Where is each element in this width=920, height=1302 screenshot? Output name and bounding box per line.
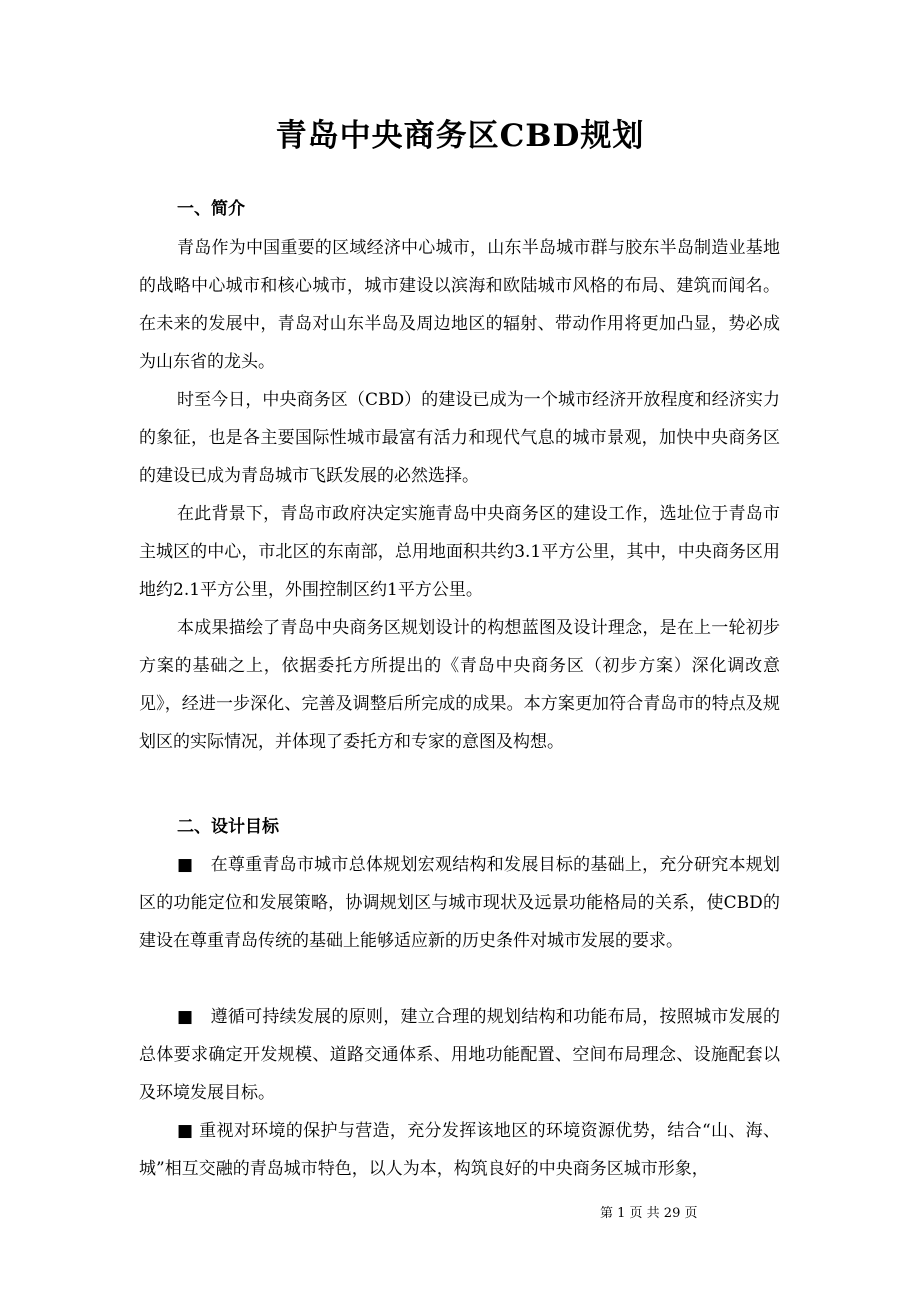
page-number-footer: 第 1 页 共 29 页 xyxy=(600,1206,698,1221)
goals-paragraph-2: ■ 遵循可持续发展的原则，建立合理的规划结构和功能布局，按照城市发展的总体要求确定开发规模、道路交通体系、用地功能配置、空间布局理念、设施配套以及环境发展目标。 xyxy=(139,1007,780,1103)
page-title: 青岛中央商务区CBD规划 xyxy=(275,118,645,154)
intro-paragraph-3: 在此背景下，青岛市政府决定实施青岛中央商务区的建设工作，选址位于青岛市主城区的中心，市北区的东南部，总用地面积共约3.1平方公里，其中，中央商务区用地约2.1平方公里，外围控制区约1平方公里。 xyxy=(139,504,780,600)
intro-paragraph-2: 时至今日，中央商务区（CBD）的建设已成为一个城市经济开放程度和经济实力的象征，也是各主要国际性城市最富有活力和现代气息的城市景观，加快中央商务区的建设已成为青岛城市飞跃发展的必然选择。 xyxy=(139,390,780,486)
goals-paragraph-1: ■ 在尊重青岛市城市总体规划宏观结构和发展目标的基础上，充分研究本规划区的功能定位和发展策略，协调规划区与城市现状及远景功能格局的关系，使CBD的建设在尊重青岛传统的基础上能够适应新的历史条件对城市发展的要求。 xyxy=(139,855,780,951)
goals-paragraph-3: ■ 重视对环境的保护与营造，充分发挥该地区的环境资源优势，结合“山、海、城”相互交融的青岛城市特色，以人为本，构筑良好的中央商务区城市形象， xyxy=(139,1121,780,1179)
section-heading-goals: 二、设计目标 xyxy=(177,817,279,837)
intro-paragraph-4: 本成果描绘了青岛中央商务区规划设计的构想蓝图及设计理念，是在上一轮初步方案的基础之上，依据委托方所提出的《青岛中央商务区（初步方案）深化调改意见》，经进一步深化、完善及调整后所完成的成果。本方案更加符合青岛市的特点及规划区的实际情况，并体现了委托方和专家的意图及构想。 xyxy=(139,618,780,752)
section-heading-intro: 一、简介 xyxy=(177,199,245,219)
intro-paragraph-1: 青岛作为中国重要的区域经济中心城市，山东半岛城市群与胶东半岛制造业基地的战略中心城市和核心城市，城市建设以滨海和欧陆城市风格的布局、建筑而闻名。在未来的发展中，青岛对山东半岛及周边地区的辐射、带动作用将更加凸显，势必成为山东省的龙头。 xyxy=(139,238,780,372)
